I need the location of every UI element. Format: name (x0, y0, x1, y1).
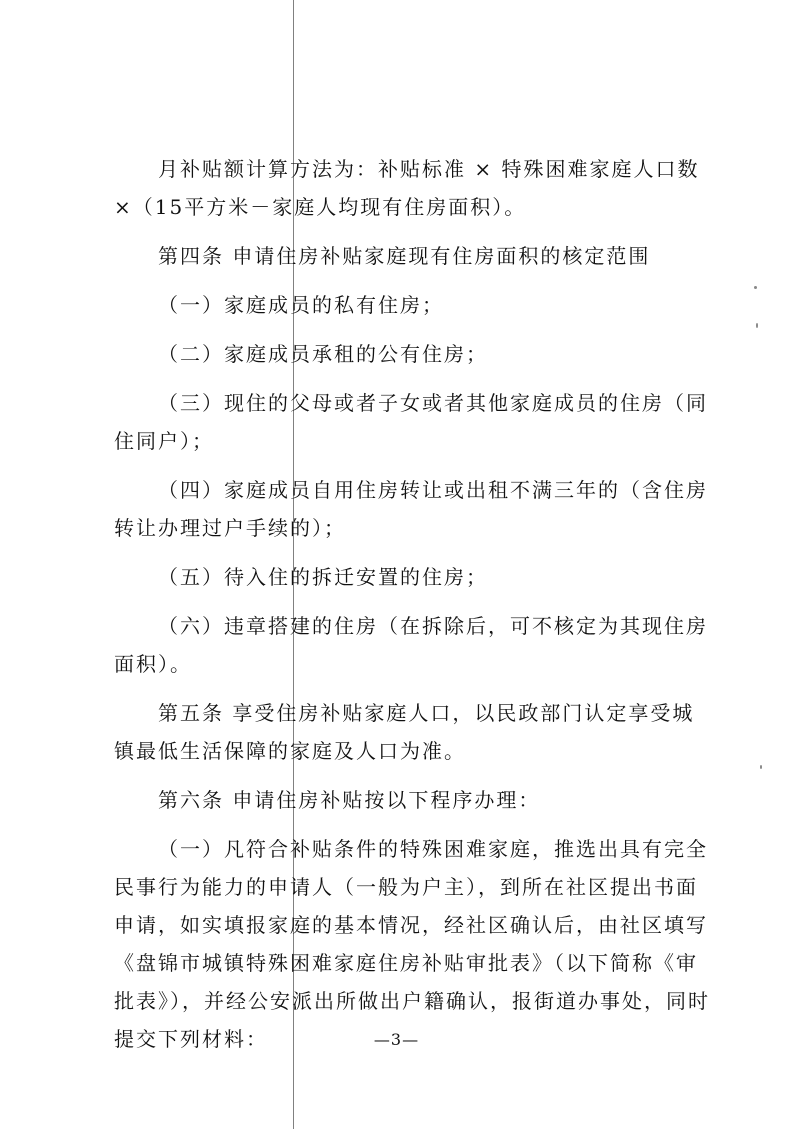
scan-speck (756, 323, 758, 328)
article-5: 第五条 享受住房补贴家庭人口，以民政部门认定享受城镇最低生活保障的家庭及人口为准。 (114, 701, 695, 763)
list-item-5: （五）待入住的拆迁安置的住房； (158, 565, 488, 589)
page-number: —3— (373, 1030, 420, 1049)
list-item-3: （三）现住的父母或者子女或者其他家庭成员的住房（同住同户）； (114, 391, 708, 453)
procedure-item-1: （一）凡符合补贴条件的特殊困难家庭，推选出具有完全民事行为能力的申请人（一般为户主），到所在社区提出书面申请，如实填报家庭的基本情况，经社区确认后，由社区填写《盘锦市城镇特殊困难家庭住房补贴审批表》（以下简称《审批表》），并经公安派出所做出户籍确认，报街道办事处，同时提交下列材料： (114, 837, 710, 1051)
scan-speck (754, 286, 757, 289)
article-6-heading: 第六条 申请住房补贴按以下程序办理： (158, 788, 541, 812)
article-4-heading: 第四条 申请住房补贴家庭现有住房面积的核定范围 (158, 244, 651, 268)
list-item-1: （一）家庭成员的私有住房； (158, 293, 444, 317)
list-item-2: （二）家庭成员承租的公有住房； (158, 342, 488, 366)
scan-speck (760, 765, 762, 769)
paragraph-formula: 月补贴额计算方法为：补贴标准 × 特殊困难家庭人口数 ×（15平方米－家庭人均现有住房面积）。 (114, 157, 700, 219)
document-body (114, 150, 714, 1058)
list-item-6: （六）违章搭建的住房（在拆除后，可不核定为其现住房面积）。 (114, 614, 708, 676)
list-item-4: （四）家庭成员自用住房转让或出租不满三年的（含住房转让办理过户手续的）； (114, 478, 708, 540)
